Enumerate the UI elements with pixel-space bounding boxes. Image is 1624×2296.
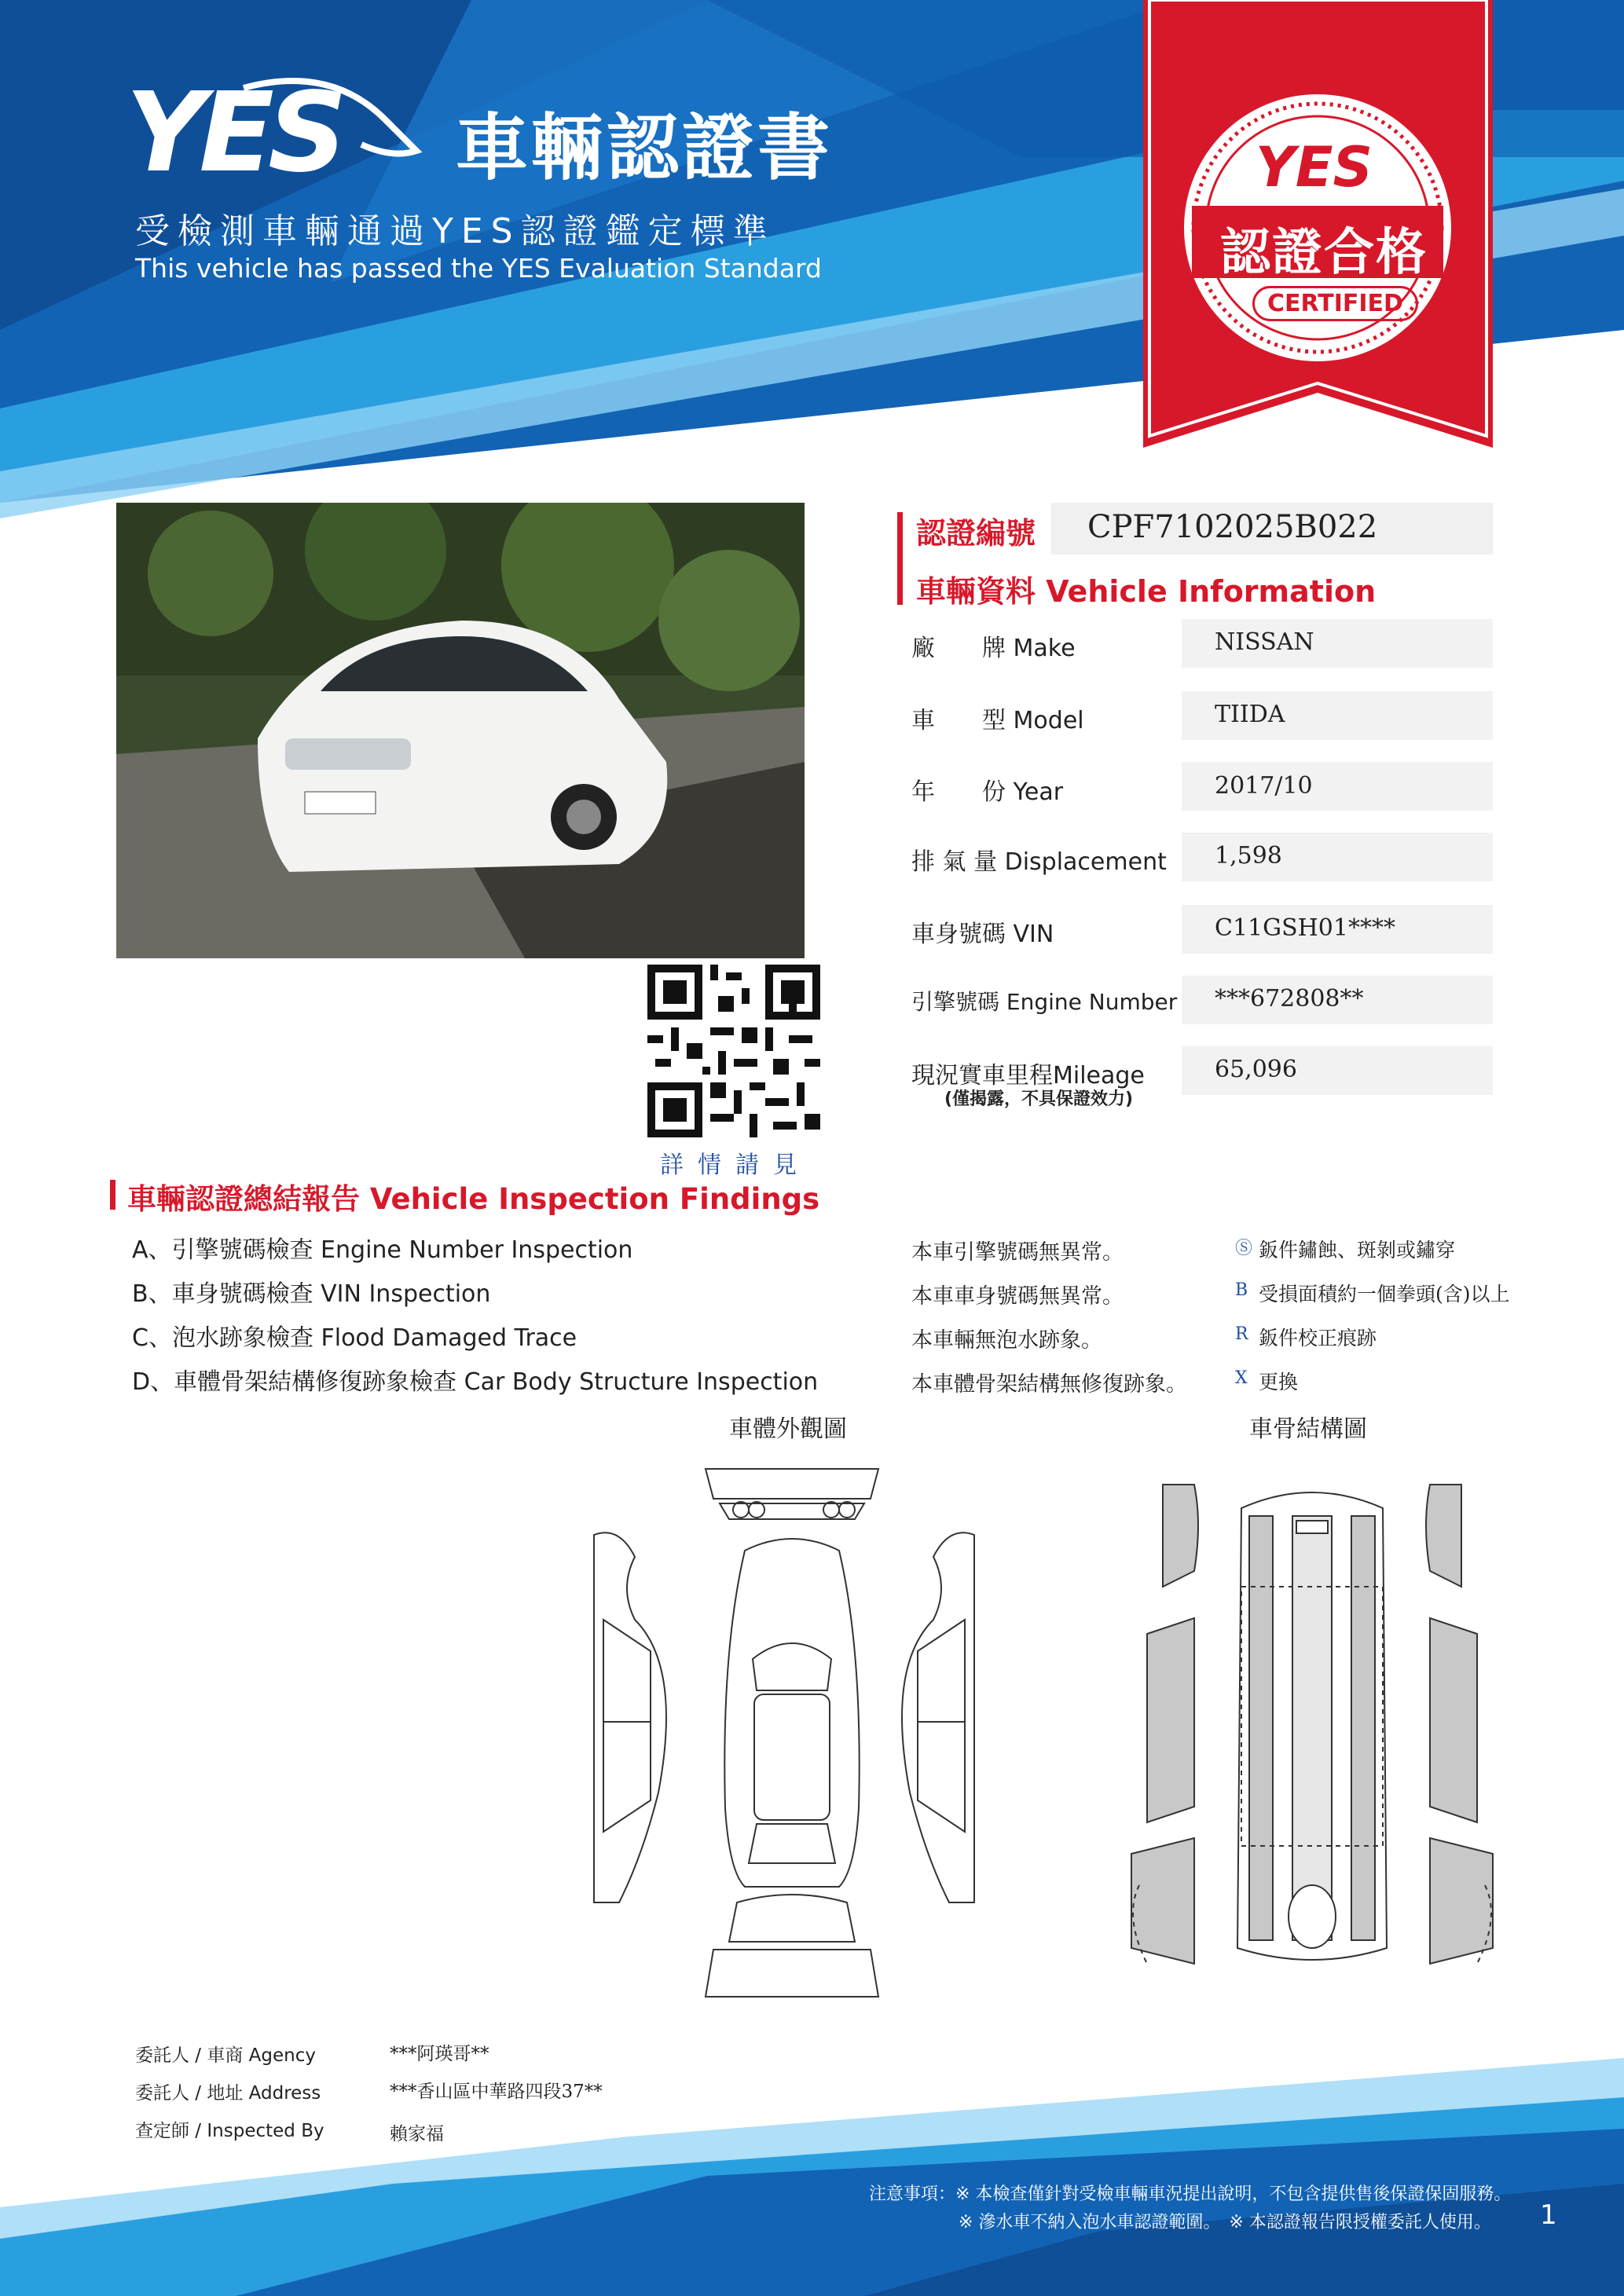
findings-accent-bar — [110, 1180, 115, 1210]
footer-background — [0, 2027, 1624, 2296]
exterior-diagram — [588, 1463, 981, 2005]
notice-line-1: 注意事項：※ 本檢查僅針對受檢車輛車況提出說明，不包含提供售後保證保固服務。 — [869, 2184, 1512, 2204]
yes-logo — [126, 72, 424, 193]
displacement-label: 排 氣 量 Displacement — [911, 848, 1167, 876]
certificate-title: 車輛認證書 — [456, 106, 834, 190]
model-label: 車 型 Model — [911, 707, 1084, 734]
inspector-value: 賴家福 — [390, 2124, 444, 2144]
vin-value: C11GSH01**** — [1215, 914, 1395, 942]
legend-text-s: 鈑件鏽蝕、斑剝或鏽穿 — [1259, 1239, 1456, 1262]
vehicle-info-title: 車輛資料 Vehicle Information — [916, 574, 1377, 609]
year-value: 2017/10 — [1215, 772, 1313, 800]
legend-text-x: 更換 — [1259, 1371, 1299, 1393]
findings-title: 車輛認證總結報告 Vehicle Inspection Findings — [127, 1182, 820, 1216]
finding-item-c: C、泡水跡象檢查 Flood Damaged Trace — [132, 1324, 577, 1352]
seal-text-zh: 認證合格 — [1220, 224, 1428, 282]
finding-item-d: D、車體骨架結構修復跡象檢查 Car Body Structure Inspection — [132, 1368, 819, 1396]
address-value: ***香山區中華路四段37** — [390, 2082, 603, 2102]
displacement-value: 1,598 — [1215, 842, 1282, 870]
finding-item-b: B、車身號碼檢查 VIN Inspection — [132, 1280, 491, 1308]
engine-number-label: 引擎號碼 Engine Number — [911, 989, 1178, 1015]
mileage-value: 65,096 — [1215, 1056, 1297, 1083]
year-label: 年 份 Year — [911, 778, 1064, 806]
certificate-number-label: 認證編號 — [916, 516, 1036, 551]
subtitle-en: This vehicle has passed the YES Evaluation Standard — [135, 253, 822, 284]
qr-code — [647, 965, 820, 1137]
make-label: 廠 牌 Make — [911, 635, 1076, 662]
mileage-note: (僅揭露，不具保證效力) — [944, 1089, 1134, 1109]
mileage-label: 現況實車里程Mileage — [911, 1062, 1145, 1089]
agency-value: ***阿瑛哥** — [390, 2044, 489, 2064]
exterior-diagram-title: 車體外觀圖 — [729, 1415, 847, 1443]
legend-text-r: 鈑件校正痕跡 — [1259, 1327, 1377, 1349]
finding-result-b: 本車車身號碼無異常。 — [911, 1284, 1124, 1309]
finding-result-a: 本車引擎號碼無異常。 — [911, 1240, 1124, 1265]
subtitle-zh: 受檢測車輛通過YES認證鑑定標準 — [135, 211, 775, 251]
certificate-number: CPF7102025B022 — [1087, 509, 1378, 545]
seal-logo: YES — [1256, 135, 1373, 200]
legend-symbol-s: Ⓢ — [1235, 1239, 1253, 1258]
page-number: 1 — [1540, 2199, 1557, 2231]
svg-text:YES: YES — [126, 72, 341, 190]
finding-item-a: A、引擎號碼檢查 Engine Number Inspection — [132, 1236, 633, 1264]
notice-line-2: ※ 滲水車不納入泡水車認證範圍。 ※ 本認證報告限授權委託人使用。 — [959, 2213, 1491, 2232]
finding-result-d: 本車體骨架結構無修復跡象。 — [911, 1372, 1187, 1397]
vin-label: 車身號碼 VIN — [911, 921, 1054, 948]
legend-text-b: 受損面積約一個拳頭(含)以上 — [1259, 1283, 1510, 1305]
seal-text-en: CERTIFIED — [1252, 286, 1418, 321]
frame-diagram — [1116, 1477, 1509, 1979]
make-value: NISSAN — [1215, 628, 1314, 656]
legend-symbol-x: X — [1235, 1368, 1248, 1388]
engine-number-value: ***672808** — [1215, 985, 1364, 1013]
vehicle-photo — [116, 503, 805, 958]
frame-diagram-title: 車骨結構圖 — [1249, 1415, 1367, 1443]
legend-symbol-r: R — [1235, 1324, 1248, 1344]
qr-caption: 詳情請見 — [660, 1152, 811, 1179]
model-value: TIIDA — [1215, 701, 1285, 728]
inspector-label: 查定師 / Inspected By — [135, 2121, 324, 2141]
finding-result-c: 本車輛無泡水跡象。 — [911, 1328, 1102, 1353]
agency-label: 委託人 / 車商 Agency — [135, 2045, 316, 2066]
address-label: 委託人 / 地址 Address — [135, 2083, 321, 2104]
section-accent-bar — [897, 512, 903, 605]
legend-symbol-b: B — [1235, 1280, 1248, 1300]
